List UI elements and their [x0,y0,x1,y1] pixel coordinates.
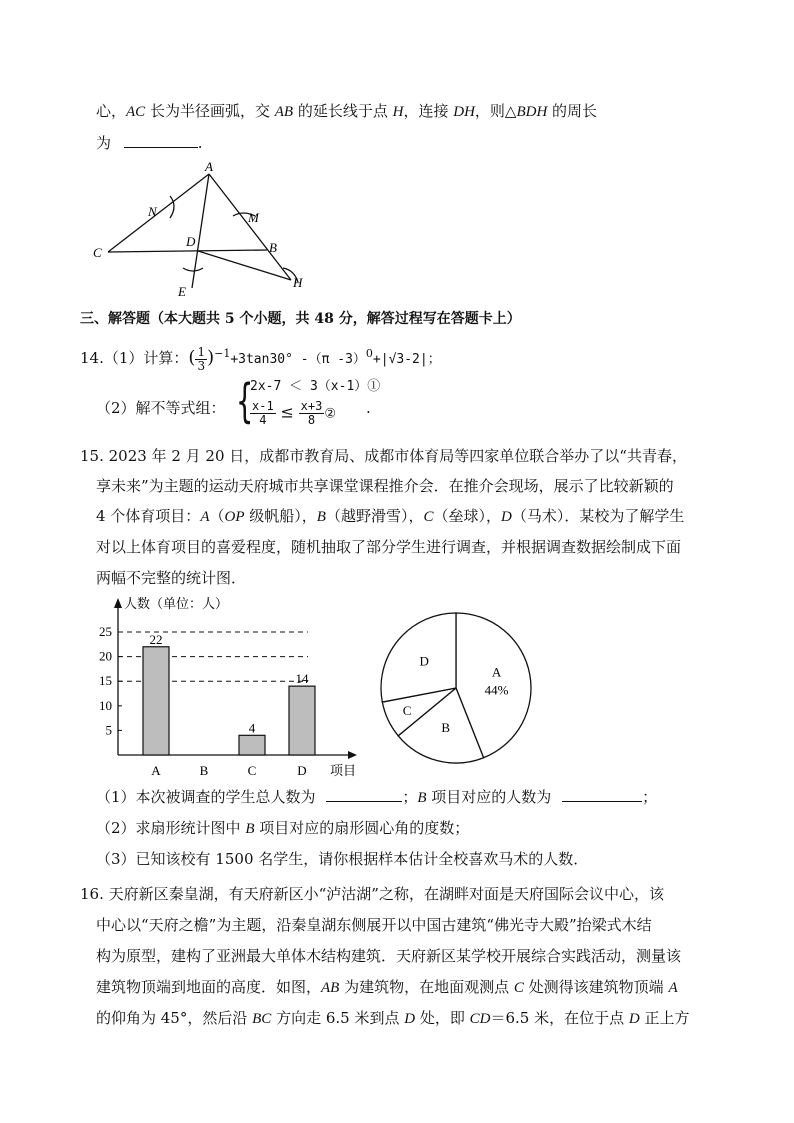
segment-DH [198,251,291,280]
data-label-A: 22 [149,631,163,647]
q14-part-1: 14.（1）计算：( $\frac{1}{3}$ )$^{-1}$+3tan30° -（π -3）$^0$+|√3-2|； [80,344,441,373]
x-axis-title: 项目 [330,763,357,778]
label-D: D [186,234,196,249]
q13-line-1: 心，AC 长为半径画弧，交 AB 的延长线于点 H，连接 DH，则△BDH 的周长 [96,102,598,120]
pie-slice-D [381,613,456,702]
bar-chart [86,592,366,784]
pie-label-C: C [402,702,412,718]
label-B: B [269,240,277,255]
arc-N [170,196,174,218]
x-tick-label-A: A [151,763,161,778]
q14-end-period: . [366,399,371,417]
q15-sub-2: （2）求扇形统计图中 B 项目对应的扇形圆心角的度数； [96,819,470,837]
pie-label-B: B [441,719,451,735]
label-H: H [293,275,303,290]
q16-line-1: 16. 天府新区秦皇湖，有天府新区小“泸沽湖”之称，在湖畔对面是天府国际会议中心，该 [80,885,664,903]
q15-line-5: 两幅不完整的统计图． [96,569,247,587]
q15-line-3: 4 个体育项目：A（OP 级帆船），B（越野滑雪），C（垒球），D（马术）．某校为了解学生 [96,507,685,525]
label-N: N [148,204,157,219]
label-E: E [178,284,186,299]
data-label-D: 14 [295,671,309,687]
inequality-2: $\frac{x-1}{4}$ ≤ $\frac{x+3}{8}$ ② [252,399,336,427]
answer-blank-b [562,787,642,802]
segment-CB [108,250,267,252]
segment-AH [209,174,291,280]
q15-line-2: 享未来”为主题的运动天府城市共享课堂课程推介会．在推介会现场，展示了比较新颖的 [96,477,674,495]
geometry-figure [88,160,318,300]
q15-sub-1: （1）本次被调查的学生总人数为 ；B 项目对应的人数为 ； [96,788,658,806]
bar-C [239,735,265,755]
y-tick-label: 10 [99,697,112,713]
inequality-1: 2x-7 ＜ 3（x-1）① [250,379,381,394]
y-tick-label: 5 [105,722,112,738]
y-axis-arrow [114,598,122,608]
x-tick-label-B: B [199,763,209,778]
brace: { [235,374,254,428]
label-A: A [205,160,213,174]
q15-line-4: 对以上体育项目的喜爱程度，随机抽取了部分学生进行调查，并根据调查数据绘制成下面 [96,538,682,556]
q14-part-2-label: （2）解不等式组： [96,399,226,417]
x-tick-label-C: C [247,763,257,778]
q16-line-2: 中心以“天府之檐”为主题，沿秦皇湖东侧展开以中国古建筑“佛光寺大殿”抬梁式木结 [96,916,652,934]
q15-line-1: 15. 2023 年 2 月 20 日，成都市教育局、成都市体育局等四家单位联合举办了以“共青春， [80,447,687,465]
pie-value-A: 44% [484,682,509,698]
x-tick-label-D: D [297,763,307,778]
bar-D [289,686,315,755]
q16-line-4: 建筑物顶端到地面的高度．如图，AB 为建筑物，在地面观测点 C 处测得该建筑物顶端 A [96,978,678,996]
x-axis-arrow [348,751,357,759]
arc-E [183,268,203,271]
section-heading: 三、解答题（本大题共 5 个小题，共 48 分，解答过程写在答题卡上） [80,311,521,327]
y-tick-label: 20 [99,648,112,664]
label-C: C [93,245,102,260]
q13-line-2: 为 . [96,134,203,152]
pie-label-D: D [419,653,429,669]
data-label-C: 4 [248,720,256,736]
y-tick-label: 15 [99,673,112,689]
y-tick-label: 25 [99,624,112,639]
bar-A [143,647,169,755]
pie-chart [376,596,536,780]
y-axis-title: 人数（单位：人） [124,596,229,611]
pie-label-A: A [491,664,502,680]
q16-line-3: 构为原型，建构了亚洲最大单体木结构建筑．天府新区某学校开展综合实践活动，测量该 [96,947,682,965]
answer-blank [124,133,198,148]
label-M: M [248,210,259,225]
q15-sub-3: （3）已知该校有 1500 名学生，请你根据样本估计全校喜欢马术的人数． [96,850,589,868]
answer-blank-total [326,787,402,802]
q16-line-5: 的仰角为 45°，然后沿 BC 方向走 6.5 米到点 D 处，即 CD＝6.5 米，在位于点 D 正上方 [96,1009,690,1027]
